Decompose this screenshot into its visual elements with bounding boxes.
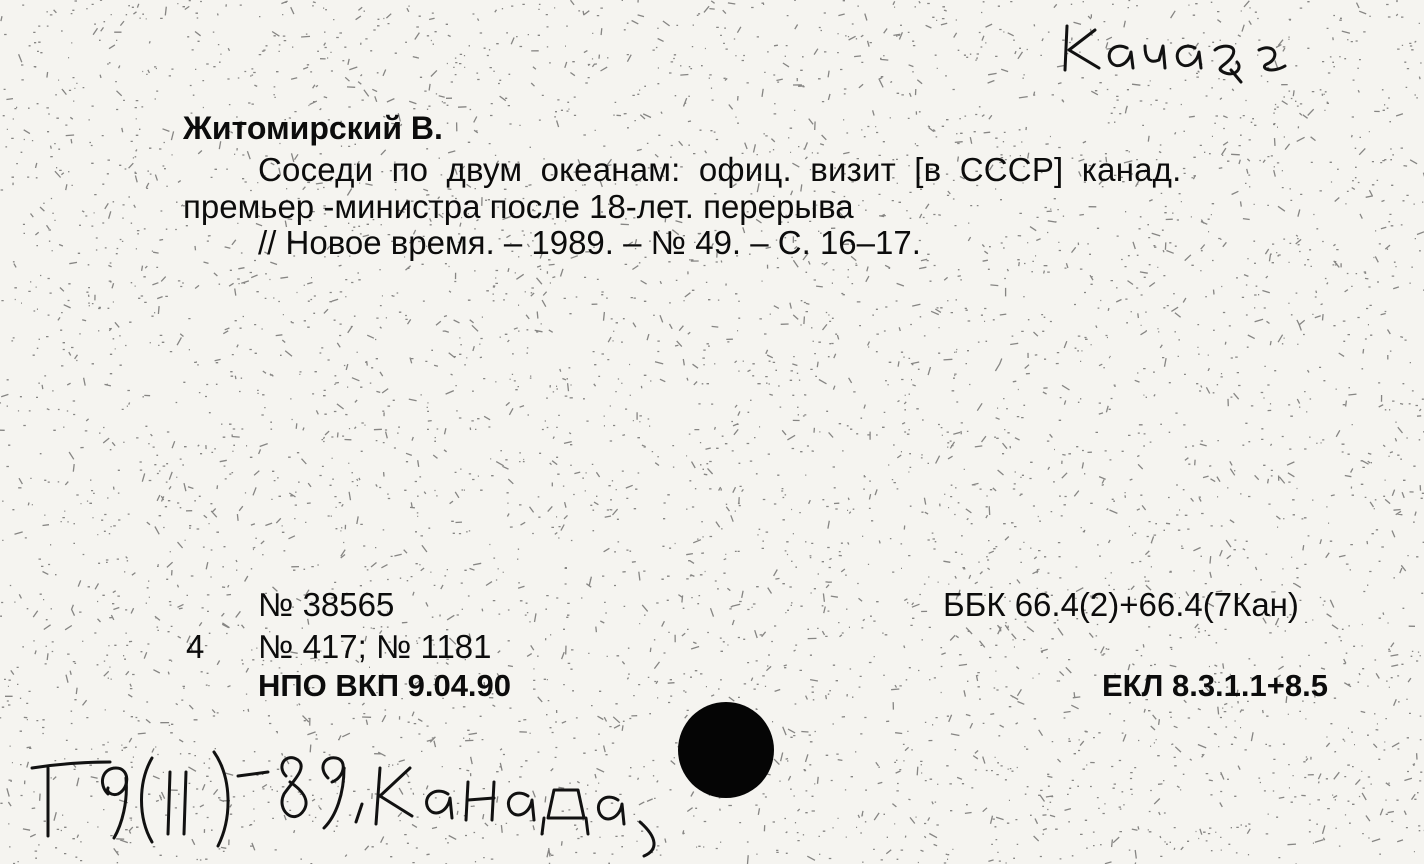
article-title-line-2: премьер -министра после 18-лет. перерыва: [183, 188, 854, 225]
handwritten-note-bottom-text: Г9(II) 89 Канада: [18, 738, 26, 739]
article-title-line-1: Соседи по двум океанам: офиц. визит [в СССР] канад.: [258, 151, 1182, 188]
bbk-classification: ББК 66.4(2)+66.4(7Кан): [943, 586, 1299, 623]
source-citation: // Новое время. – 1989. – № 49. – С. 16–17.: [258, 224, 921, 261]
handwritten-note-top-text: Канада: [1045, 8, 1049, 9]
index-digit: 4: [186, 628, 205, 665]
handwritten-note-bottom: [18, 738, 668, 858]
author-name: Житомирский В.: [183, 110, 443, 146]
handwritten-note-top: [1045, 8, 1345, 88]
ekl-classification: ЕКЛ 8.3.1.1+8.5: [1102, 668, 1328, 703]
card-punch-hole: [678, 702, 774, 798]
item-numbers: № 417; № 1181: [258, 628, 492, 665]
registration-number: № 38565: [258, 586, 395, 623]
publisher-date: НПО ВКП 9.04.90: [258, 668, 512, 703]
